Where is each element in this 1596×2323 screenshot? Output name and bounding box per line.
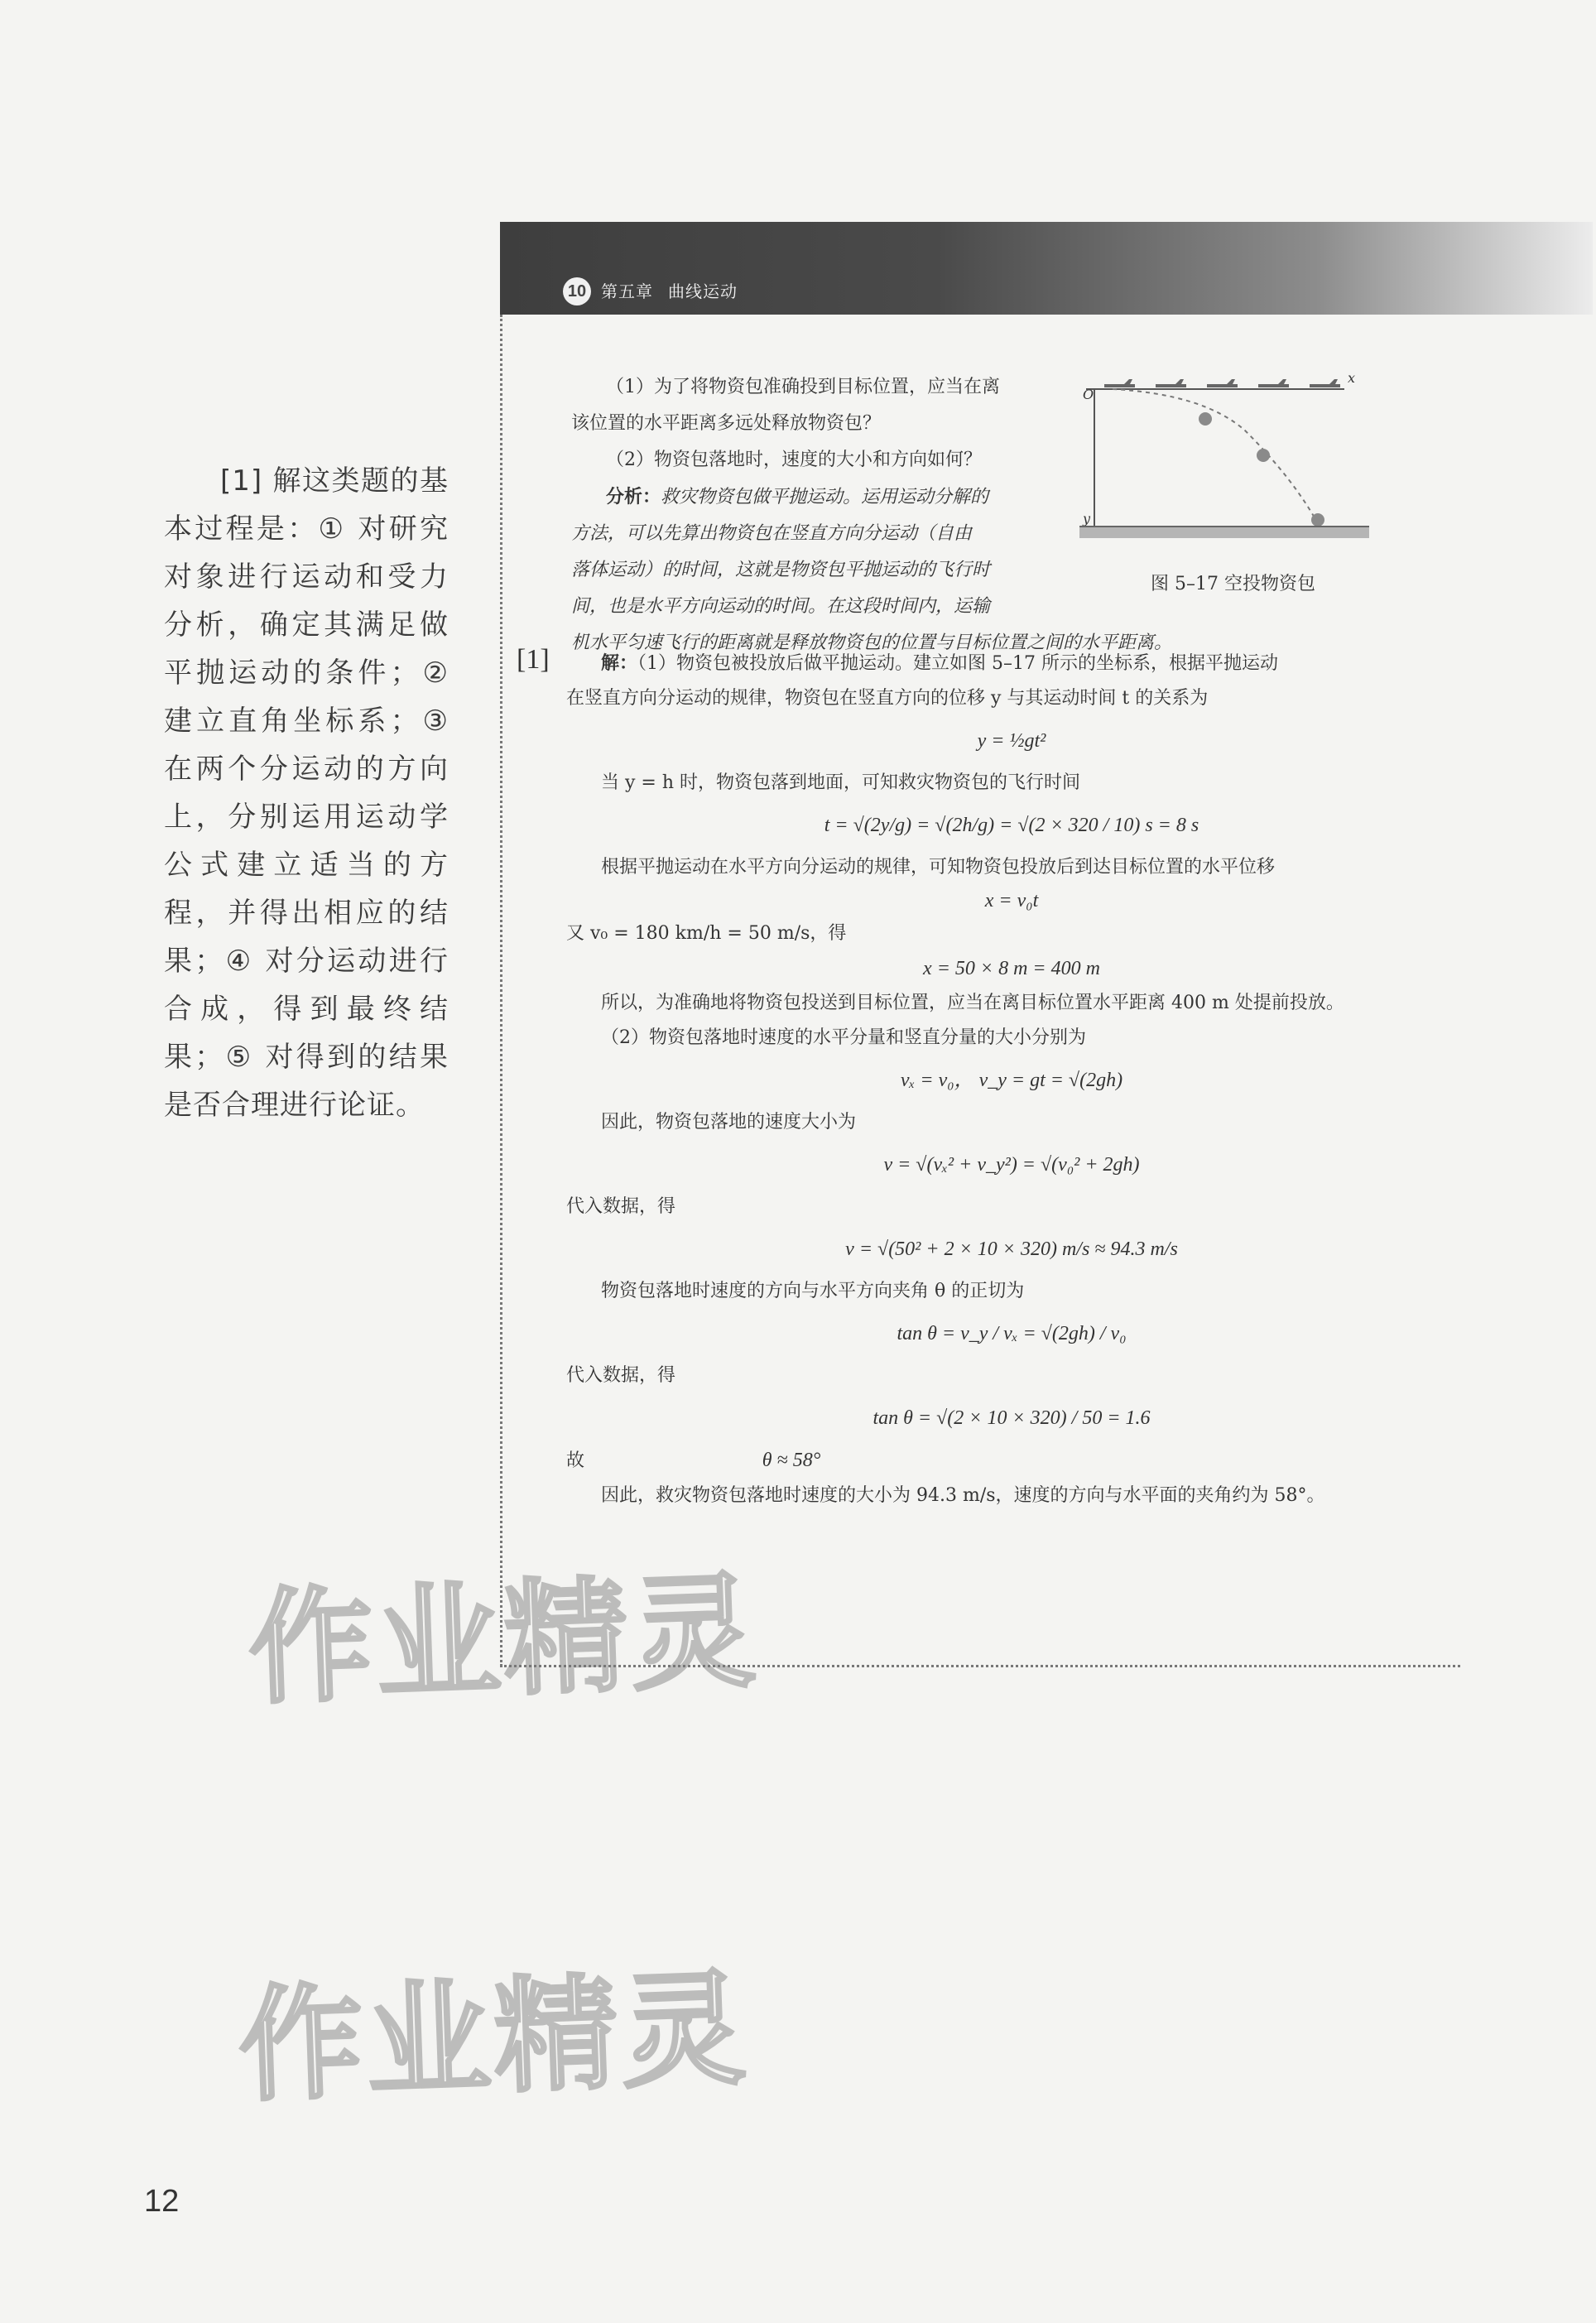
analysis-line-2: 方法，可以先算出物资包在竖直方向分运动（自由 bbox=[571, 523, 973, 544]
solution-line-6: 所以，为准确地将物资包投送到目标位置，应当在离目标位置水平距离 400 m 处提前投放。 bbox=[601, 993, 1344, 1013]
formula-theta-value: θ ≈ 58° bbox=[762, 1450, 821, 1471]
formula-flight-time: t = √(2y/g) = √(2h/g) = √(2 × 320 / 10) s = 8 s bbox=[824, 815, 1199, 836]
solution-line-13: 因此，救灾物资包落地时速度的大小为 94.3 m/s，速度的方向与水平面的夹角约为 58°。 bbox=[601, 1485, 1325, 1506]
formula-velocity-magnitude: v = √(vₓ² + v_y²) = √(v₀² + 2gh) bbox=[883, 1154, 1140, 1176]
solution-line-10: 物资包落地时速度的方向与水平方向夹角 θ 的正切为 bbox=[601, 1281, 1025, 1301]
reference-mark: [1] bbox=[517, 644, 550, 675]
analysis-line-5: 机水平匀速飞行的距离就是释放物资包的位置与目标位置之间的水平距离。 bbox=[571, 632, 1173, 653]
analysis-text-1: 救灾物资包做平抛运动。运用运动分解的 bbox=[661, 487, 989, 507]
chapter-title bbox=[601, 278, 738, 302]
aircraft-positions bbox=[1104, 379, 1340, 387]
conclusion-prefix: 故 bbox=[566, 1450, 585, 1471]
solution-line-2: 在竖直方向分运动的规律，物资包在竖直方向的位移 y 与其运动时间 t 的关系为 bbox=[566, 688, 1209, 709]
aircraft-icon bbox=[1310, 379, 1340, 387]
solution-line-4: 根据平抛运动在水平方向分运动的规律，可知物资包投放后到达目标位置的水平位移 bbox=[601, 857, 1276, 878]
solution-block bbox=[566, 646, 1457, 1513]
solution-line-5: 又 v₀ = 180 km/h = 50 m/s，得 bbox=[566, 923, 847, 944]
ground-strip bbox=[1079, 527, 1369, 538]
package-icon bbox=[1257, 449, 1270, 462]
watermark-text: 作业精灵 bbox=[246, 1560, 762, 1722]
formula-tan-theta: tan θ = v_y / vₓ = √(2gh) / v₀ bbox=[897, 1323, 1127, 1344]
solution-line-1 bbox=[566, 646, 1457, 681]
solution-line-11: 代入数据，得 bbox=[566, 1365, 676, 1386]
solution-line-7: （2）物资包落地时速度的水平分量和竖直分量的大小分别为 bbox=[601, 1027, 1086, 1048]
solution-label: 解： bbox=[601, 652, 638, 674]
watermark-text: 作业精灵 bbox=[236, 1957, 752, 2119]
aircraft-icon bbox=[1207, 379, 1238, 387]
formula-horizontal-displacement: x = v₀t bbox=[984, 890, 1039, 911]
chapter-number-badge: 10 bbox=[563, 277, 591, 305]
formula-x-value: x = 50 × 8 m = 400 m bbox=[923, 958, 1100, 979]
dotted-frame-left bbox=[500, 315, 502, 1666]
chapter-label: 第五章 bbox=[601, 281, 653, 301]
analysis-line-4: 间，也是水平方向运动的时间。在这段时间内，运输 bbox=[571, 596, 991, 617]
margin-note: [1] 解这类题的基本过程是：① 对研究对象进行运动和受力分析，确定其满足做平抛运动的条件；② 建立直角坐标系；③ 在两个分运动的方向上，分别运用运动学公式建立适当的方程，并得出相应的结果；④ 对分运动进行合成，得到最终结果；⑤ 对得到的结果是否合理进行论证。 bbox=[164, 464, 449, 1122]
analysis-line-3: 落体运动）的时间，这就是物资包平抛运动的飞行时 bbox=[571, 560, 991, 580]
analysis-label: 分析： bbox=[606, 486, 661, 507]
solution-text-1: （1）物资包被投放后做平抛运动。建立如图 5–17 所示的坐标系，根据平抛运动 bbox=[637, 653, 1278, 674]
solution-line-3: 当 y = h 时，物资包落到地面，可知救灾物资包的飞行时间 bbox=[601, 772, 1081, 793]
page-number: 12 bbox=[144, 2184, 180, 2219]
package-icon bbox=[1199, 412, 1212, 426]
supply-packages bbox=[1199, 412, 1324, 527]
package-icon bbox=[1311, 513, 1324, 527]
y-axis-label: y bbox=[1083, 511, 1091, 527]
aircraft-icon bbox=[1258, 379, 1289, 387]
question-2: （2）物资包落地时，速度的大小和方向如何？ bbox=[606, 450, 982, 470]
solution-line-8: 因此，物资包落地的速度大小为 bbox=[601, 1112, 857, 1133]
figure-caption: 图 5–17 空投物资包 bbox=[1151, 574, 1315, 594]
question-1a: （1）为了将物资包准确投到目标位置，应当在离 bbox=[606, 377, 1000, 397]
x-axis-label: x bbox=[1348, 370, 1356, 386]
solution-line-12 bbox=[566, 1443, 1457, 1479]
origin-label: O bbox=[1083, 387, 1094, 402]
solution-line-9: 代入数据，得 bbox=[566, 1196, 676, 1217]
aircraft-icon bbox=[1156, 379, 1186, 387]
aircraft-icon bbox=[1104, 379, 1135, 387]
formula-velocity-value: v = √(50² + 2 × 10 × 320) m/s ≈ 94.3 m/s bbox=[845, 1238, 1178, 1260]
formula-free-fall: y = ½gt² bbox=[977, 730, 1046, 752]
formula-tan-theta-value: tan θ = √(2 × 10 × 320) / 50 = 1.6 bbox=[873, 1407, 1151, 1429]
question-1b: 该位置的水平距离多远处释放物资包？ bbox=[571, 413, 882, 434]
analysis-line-1 bbox=[571, 479, 1040, 516]
formula-velocity-components: vₓ = v₀， v_y = gt = √(2gh) bbox=[900, 1070, 1123, 1091]
trajectory-curve bbox=[1113, 389, 1320, 527]
chapter-name: 曲线运动 bbox=[668, 281, 738, 301]
